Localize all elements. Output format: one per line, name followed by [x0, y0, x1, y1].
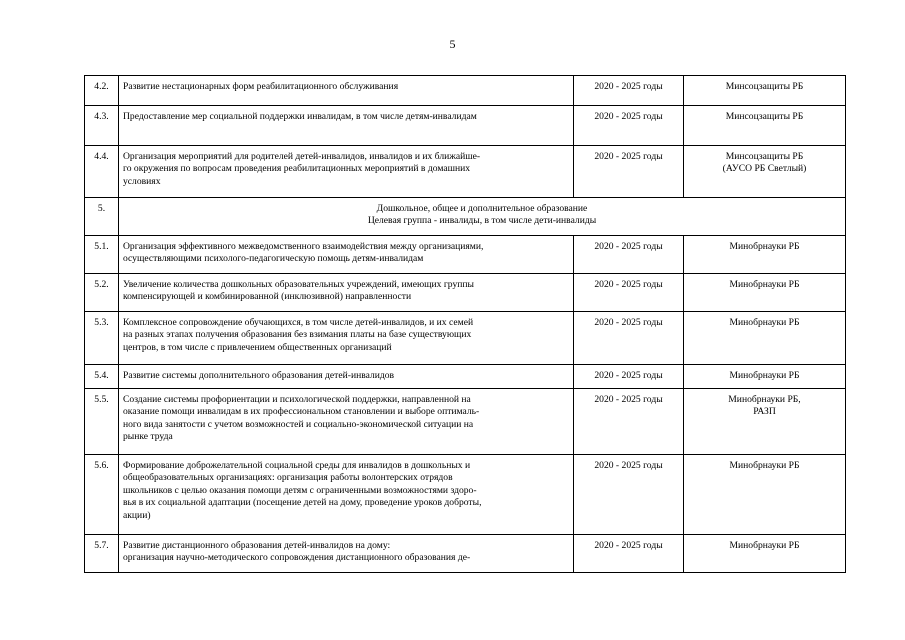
- row-number: 5.2.: [85, 274, 119, 312]
- row-number: 5.3.: [85, 312, 119, 365]
- measure-term: 2020 - 2025 годы: [574, 455, 684, 535]
- measure-description: Комплексное сопровождение обучающихся, в том числе детей-инвалидов, и их семей на разных этапах получения образования без взимания платы на базе существующих центров, в том числе с привлечением общественных организаций: [119, 312, 574, 365]
- page-number: 5: [449, 37, 456, 51]
- measure-description: Развитие нестационарных форм реабилитационного обслуживания: [119, 76, 574, 106]
- measure-term: 2020 - 2025 годы: [574, 312, 684, 365]
- table-row: [85, 274, 846, 312]
- section-target-group: Целевая группа - инвалиды, в том числе дети-инвалиды: [367, 215, 597, 227]
- measure-responsible: Минобрнауки РБ: [684, 365, 846, 389]
- row-number: 5.7.: [85, 535, 119, 573]
- table-row: [85, 365, 846, 389]
- measure-term: 2020 - 2025 годы: [574, 274, 684, 312]
- table-row: [85, 76, 846, 106]
- section-title: [119, 198, 846, 236]
- measure-term: 2020 - 2025 годы: [574, 106, 684, 146]
- measure-responsible: Минобрнауки РБ, РАЗП: [684, 389, 846, 455]
- table-row: [85, 455, 846, 535]
- table-row: [85, 312, 846, 365]
- section-heading: Дошкольное, общее и дополнительное образование: [376, 203, 588, 214]
- table-row: [85, 106, 846, 146]
- measure-description: Формирование доброжелательной социальной среды для инвалидов в дошкольных и общеобразовательных организациях: организация работы волонтерских отрядов школьников с целью оказания помощи детям с ограниченными возможностями здоро- вья в их социальной адаптации (посещение детей на дому, проведение уроков доброты, акции): [119, 455, 574, 535]
- measure-term: 2020 - 2025 годы: [574, 76, 684, 106]
- measure-responsible: Минобрнауки РБ: [684, 455, 846, 535]
- measure-term: 2020 - 2025 годы: [574, 146, 684, 198]
- measure-description: Предоставление мер социальной поддержки инвалидам, в том числе детям-инвалидам: [119, 106, 574, 146]
- measure-responsible: Минсоцзащиты РБ: [684, 76, 846, 106]
- measure-description: Организация эффективного межведомственного взаимодействия между организациями, осуществляющими психолого-педагогическую помощь детям-инвалидам: [119, 236, 574, 274]
- table-row: [85, 236, 846, 274]
- measure-term: 2020 - 2025 годы: [574, 365, 684, 389]
- table-row: [85, 146, 846, 198]
- row-number: 5.4.: [85, 365, 119, 389]
- measure-responsible: Минобрнауки РБ: [684, 274, 846, 312]
- program-measures-table: [84, 75, 846, 573]
- measure-description: Организация мероприятий для родителей детей-инвалидов, инвалидов и их ближайше- го окружения по вопросам проведения реабилитационных мероприятий в домашних условиях: [119, 146, 574, 198]
- measure-responsible: Минобрнауки РБ: [684, 312, 846, 365]
- measure-description: Развитие системы дополнительного образования детей-инвалидов: [119, 365, 574, 389]
- row-number: 5.6.: [85, 455, 119, 535]
- measure-description: Развитие дистанционного образования детей-инвалидов на дому: организация научно-методического сопровождения дистанционного образования де-: [119, 535, 574, 573]
- measure-responsible: Минобрнауки РБ: [684, 535, 846, 573]
- section-number: 5.: [85, 198, 119, 236]
- measure-description: Создание системы профориентации и психологической поддержки, направленной на оказание помощи инвалидам в их профессиональном становлении и выборе оптималь- ного вида занятости с учетом возможностей и социально-экономической ситуации на рынке труда: [119, 389, 574, 455]
- measure-term: 2020 - 2025 годы: [574, 236, 684, 274]
- table-row: [85, 535, 846, 573]
- row-number: 4.3.: [85, 106, 119, 146]
- measure-responsible: Минсоцзащиты РБ: [684, 106, 846, 146]
- row-number: 4.4.: [85, 146, 119, 198]
- measure-responsible: Минсоцзащиты РБ (АУСО РБ Светлый): [684, 146, 846, 198]
- section-row: [85, 198, 846, 236]
- row-number: 5.5.: [85, 389, 119, 455]
- table-row: [85, 389, 846, 455]
- measure-description: Увеличение количества дошкольных образовательных учреждений, имеющих группы компенсирующей и комбинированной (инклюзивной) направленности: [119, 274, 574, 312]
- measure-term: 2020 - 2025 годы: [574, 389, 684, 455]
- measure-term: 2020 - 2025 годы: [574, 535, 684, 573]
- measure-responsible: Минобрнауки РБ: [684, 236, 846, 274]
- row-number: 4.2.: [85, 76, 119, 106]
- row-number: 5.1.: [85, 236, 119, 274]
